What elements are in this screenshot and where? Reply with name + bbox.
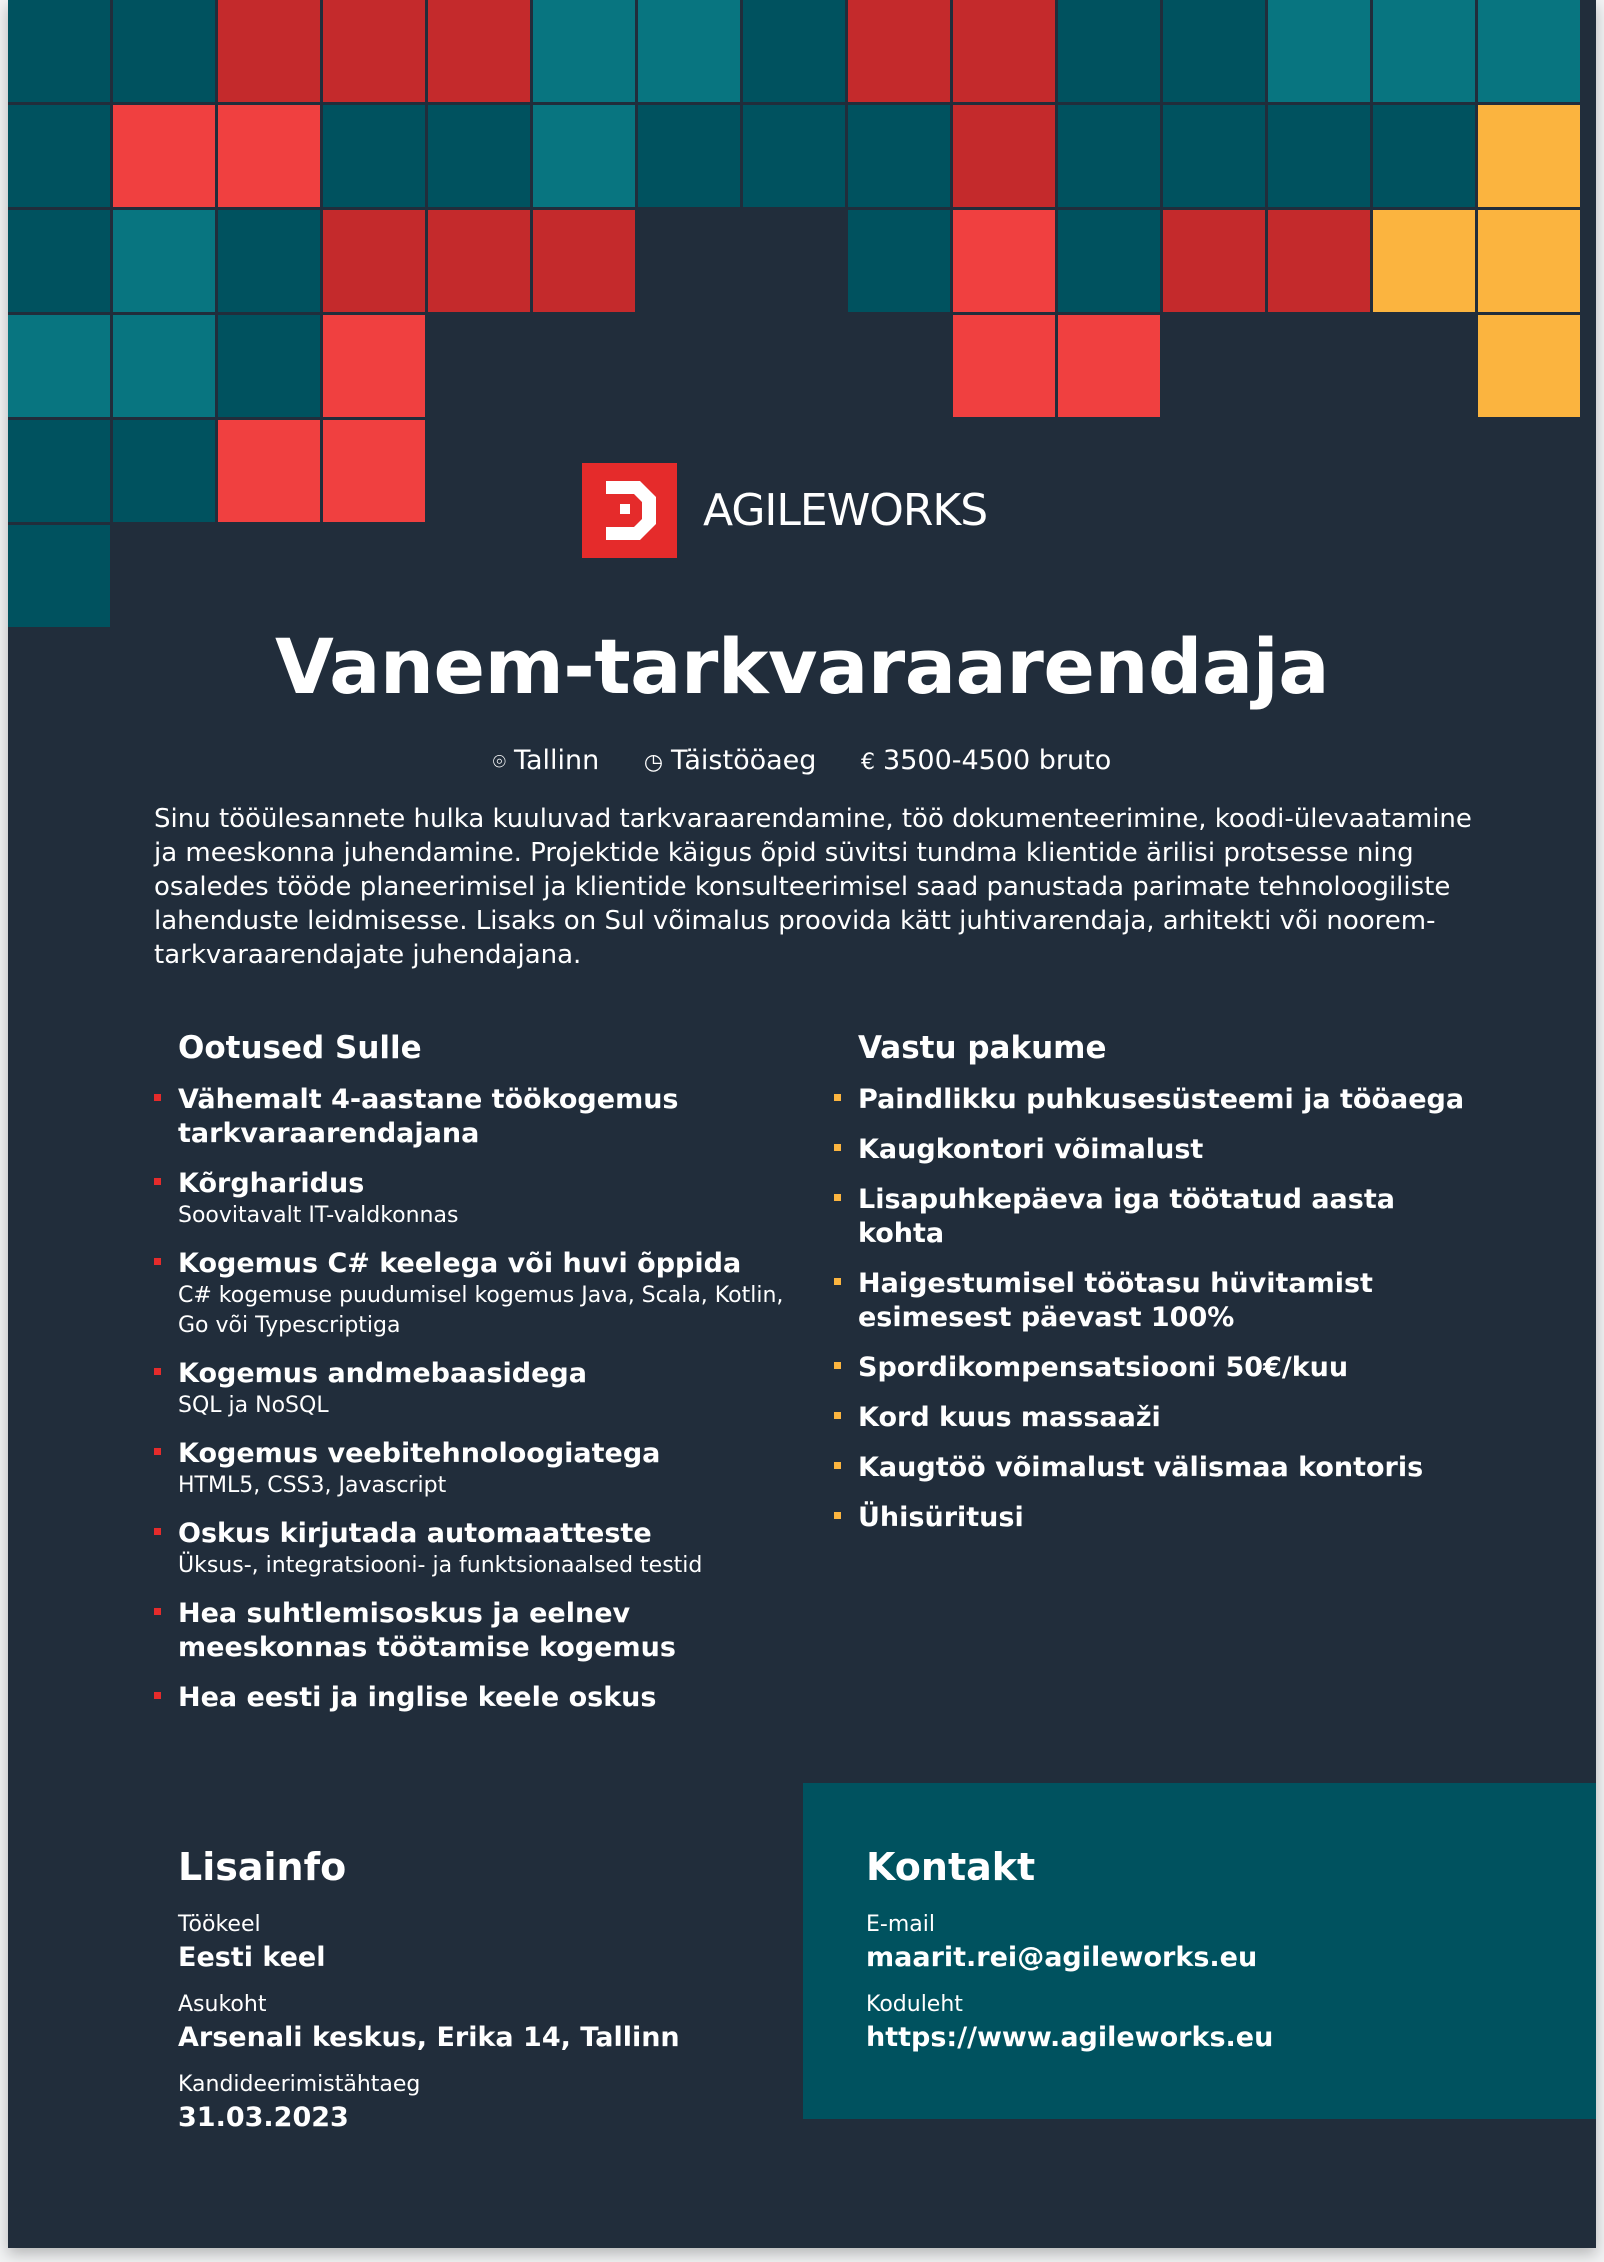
offer-item — [834, 1351, 1474, 1385]
expectation-detail: Soovitavalt IT-valdkonnas — [178, 1203, 459, 1228]
mosaic-tile — [113, 105, 215, 207]
mosaic-tile — [113, 420, 215, 522]
expectation-title: Kõrgharidus — [178, 1168, 365, 1199]
mosaic-tile — [848, 0, 950, 102]
bullet-icon — [834, 1278, 841, 1285]
euro-icon: € — [861, 750, 876, 775]
expectation-item — [154, 1517, 794, 1581]
expectation-item — [154, 1597, 794, 1665]
expectation-detail: SQL ja NoSQL — [178, 1393, 329, 1418]
mosaic-tile — [1373, 0, 1475, 102]
email-link[interactable]: maarit.rei@agileworks.eu — [866, 1942, 1258, 1973]
clock-icon: ◷ — [643, 750, 664, 775]
mosaic-tile — [848, 105, 950, 207]
bullet-icon — [834, 1094, 841, 1101]
mosaic-tile — [323, 210, 425, 312]
mosaic-tile — [323, 420, 425, 522]
job-intro: Sinu tööülesannete hulka kuuluvad tarkvaraarendamine, töö dokumenteerimine, koodi-ülevaatamine ja meeskonna juhendamine. Projektide käigus õpid süvitsi tundma klientide ärilisi protsesse ning osaledes tööde planeerimisel ja klientide konsulteerimisel saad panustada parimate tehnoloogiliste lahenduste leidmisesse. Lisaks on Sul võimalus proovida kätt juhtivarendaja, arhitekti või noorem-tarkvaraarendajate juhendajana. — [154, 804, 1472, 970]
offer-text: Ühisüritusi — [858, 1502, 1024, 1533]
kontakt-heading: Kontakt — [866, 1845, 1036, 1889]
mosaic-tile — [1058, 210, 1160, 312]
bullet-icon — [834, 1362, 841, 1369]
mosaic-tile — [953, 315, 1055, 417]
offer-text: Haigestumisel töötasu hüvitamist esimesest päevast 100% — [858, 1268, 1373, 1333]
expectation-title: Kogemus andmebaasidega — [178, 1358, 587, 1389]
expectations-heading: Ootused Sulle — [178, 1030, 422, 1066]
offer-item — [834, 1267, 1474, 1335]
job-location: ⌾ Tallinn — [492, 745, 600, 776]
mosaic-tile — [1058, 105, 1160, 207]
mosaic-tile — [743, 105, 845, 207]
mosaic-tile — [218, 315, 320, 417]
agileworks-logo-icon — [582, 463, 677, 558]
mosaic-tile — [953, 105, 1055, 207]
offer-item — [834, 1501, 1474, 1535]
offer-text: Kaugkontori võimalust — [858, 1134, 1204, 1165]
mosaic-tile — [1373, 210, 1475, 312]
mosaic-tile — [218, 210, 320, 312]
bullet-icon — [154, 1448, 161, 1455]
expectation-item — [154, 1167, 794, 1231]
expectation-item — [154, 1247, 794, 1341]
mosaic-tile — [1478, 0, 1580, 102]
bullet-icon — [834, 1462, 841, 1469]
offers-list — [834, 1083, 1474, 1551]
mosaic-tile — [8, 525, 110, 627]
mosaic-tile — [1478, 105, 1580, 207]
offer-text: Paindlikku puhkusesüsteemi ja tööaega — [858, 1084, 1465, 1115]
bullet-icon — [154, 1094, 161, 1101]
bullet-icon — [834, 1144, 841, 1151]
offer-item — [834, 1083, 1474, 1117]
mosaic-tile — [218, 420, 320, 522]
mosaic-tile — [323, 315, 425, 417]
offer-item — [834, 1401, 1474, 1435]
mosaic-tile — [1478, 315, 1580, 417]
agileworks-logo — [582, 463, 987, 558]
offers-heading: Vastu pakume — [858, 1030, 1107, 1066]
mosaic-tile — [1058, 0, 1160, 102]
expectation-item — [154, 1357, 794, 1421]
mosaic-tile — [848, 210, 950, 312]
mosaic-tile — [743, 0, 845, 102]
email-label: E-mail — [866, 1912, 935, 1937]
mosaic-tile — [8, 0, 110, 102]
brand-name: AGILEWORKS — [703, 485, 988, 536]
mosaic-tile — [428, 210, 530, 312]
lisainfo-heading: Lisainfo — [178, 1845, 347, 1889]
bullet-icon — [154, 1608, 161, 1615]
mosaic-tile — [8, 420, 110, 522]
job-meta — [8, 745, 1596, 776]
mosaic-tile — [113, 315, 215, 417]
expectation-title: Vähemalt 4-aastane töökogemus tarkvaraarendajana — [178, 1084, 679, 1149]
bullet-icon — [834, 1194, 841, 1201]
mosaic-tile — [953, 210, 1055, 312]
mosaic-tile — [1268, 210, 1370, 312]
mosaic-tile — [533, 105, 635, 207]
deadline-label: Kandideerimistähtaeg — [178, 2072, 421, 2097]
mosaic-tile — [1268, 0, 1370, 102]
bullet-icon — [834, 1512, 841, 1519]
mosaic-tile — [953, 0, 1055, 102]
mosaic-tile — [8, 315, 110, 417]
expectation-title: Oskus kirjutada automaatteste — [178, 1518, 652, 1549]
mosaic-tile — [1268, 105, 1370, 207]
mosaic-tile — [8, 210, 110, 312]
expectation-item — [154, 1681, 794, 1715]
mosaic-tile — [1163, 210, 1265, 312]
offer-item — [834, 1133, 1474, 1167]
expectation-title: Hea eesti ja inglise keele oskus — [178, 1682, 657, 1713]
expectation-item — [154, 1437, 794, 1501]
mosaic-tile — [428, 0, 530, 102]
website-link[interactable]: https://www.agileworks.eu — [866, 2022, 1274, 2053]
bullet-icon — [154, 1258, 161, 1265]
expectation-detail: Üksus-, integratsiooni- ja funktsionaalsed testid — [178, 1553, 703, 1578]
mosaic-tile — [638, 0, 740, 102]
mosaic-tile — [428, 105, 530, 207]
mosaic-tile — [218, 0, 320, 102]
expectation-detail: C# kogemuse puudumisel kogemus Java, Scala, Kotlin, Go või Typescriptiga — [178, 1283, 784, 1338]
expectation-title: Kogemus veebitehnoloogiatega — [178, 1438, 661, 1469]
job-poster — [8, 0, 1596, 2248]
bullet-icon — [154, 1692, 161, 1699]
bullet-icon — [154, 1528, 161, 1535]
bullet-icon — [834, 1412, 841, 1419]
deadline-value: 31.03.2023 — [178, 2102, 349, 2133]
mosaic-tile — [1163, 0, 1265, 102]
expectation-item — [154, 1083, 794, 1151]
mosaic-tile — [533, 0, 635, 102]
mosaic-tile — [1373, 105, 1475, 207]
expectation-title: Kogemus C# keelega või huvi õppida — [178, 1248, 742, 1279]
mosaic-tile — [1163, 105, 1265, 207]
mosaic-tile — [323, 105, 425, 207]
mosaic-tile — [1058, 315, 1160, 417]
bullet-icon — [154, 1178, 161, 1185]
job-type: ◷ Täistööaeg — [643, 745, 817, 776]
offer-text: Spordikompensatsiooni 50€/kuu — [858, 1352, 1349, 1383]
website-label: Koduleht — [866, 1992, 963, 2017]
worklanguage-label: Töökeel — [178, 1912, 261, 1937]
mosaic-tile — [638, 105, 740, 207]
offer-text: Lisapuhkepäeva iga töötatud aasta kohta — [858, 1184, 1395, 1249]
mosaic-tile — [533, 210, 635, 312]
mosaic-tile — [218, 105, 320, 207]
job-salary: € 3500-4500 bruto — [861, 745, 1112, 776]
mosaic-tile — [113, 0, 215, 102]
location-pin-icon: ⌾ — [492, 750, 506, 775]
offer-text: Kaugtöö võimalust välismaa kontoris — [858, 1452, 1424, 1483]
mosaic-tile — [8, 105, 110, 207]
bullet-icon — [154, 1368, 161, 1375]
location-label: Asukoht — [178, 1992, 267, 2017]
offer-text: Kord kuus massaaži — [858, 1402, 1161, 1433]
job-title: Vanem-tarkvaraarendaja — [274, 622, 1329, 711]
worklanguage-value: Eesti keel — [178, 1942, 326, 1973]
offer-item — [834, 1451, 1474, 1485]
expectations-list — [154, 1083, 794, 1731]
mosaic-tile — [323, 0, 425, 102]
mosaic-tile — [1478, 210, 1580, 312]
offer-item — [834, 1183, 1474, 1251]
mosaic-tile — [113, 210, 215, 312]
expectation-title: Hea suhtlemisoskus ja eelnev meeskonnas töötamise kogemus — [178, 1598, 676, 1663]
expectation-detail: HTML5, CSS3, Javascript — [178, 1473, 447, 1498]
location-value: Arsenali keskus, Erika 14, Tallinn — [178, 2022, 680, 2053]
